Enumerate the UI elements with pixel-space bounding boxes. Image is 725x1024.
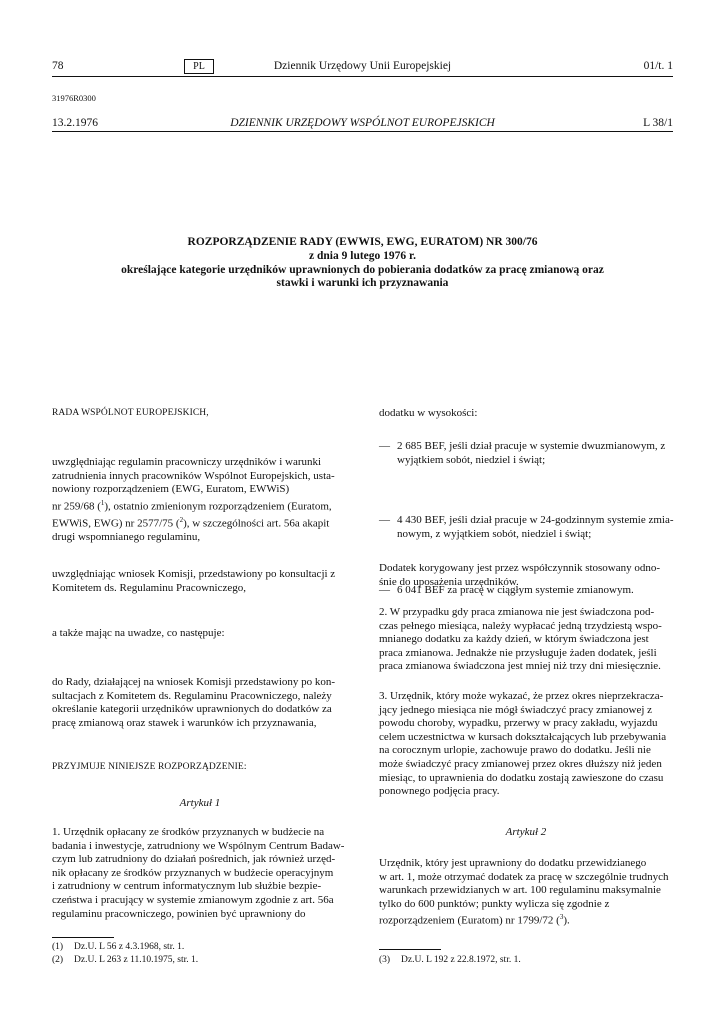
regulation-title (52, 236, 673, 291)
footnote-text: Dz.U. L 263 z 11.10.1975, str. 1. (74, 955, 199, 965)
text-line: jący jednego miesiąca nie mógł świadczyć pracy zmianowej z (379, 703, 653, 716)
footnote-1 (52, 941, 184, 954)
text-line: regulaminu pracowniczego, powinien być uprawniony do (52, 907, 306, 920)
article-1-para-2 (379, 606, 673, 674)
text-line: 1. Urzędnik opłacany ze środków przyznanych w budżecie na (52, 826, 325, 838)
adopts-text: PRZYJMUJE NINIEJSZE ROZPORZĄDZENIE: (52, 762, 247, 772)
text-fragment: EWWiS, EWG) nr 2577/75 ( (52, 517, 180, 530)
journal-title: DZIENNIK URZĘDOWY WSPÓLNOT EUROPEJSKICH (230, 117, 495, 129)
text-line: 3. Urzędnik, który może wykazać, że przez okres nieprzekracza- (379, 690, 664, 702)
recital-regulation (52, 456, 348, 545)
allowance-intro: dodatku w wysokości: (379, 407, 478, 419)
footnote-ref: 1 (100, 498, 105, 507)
footnote-2 (52, 954, 198, 967)
text-line: 2. W przypadku gdy praca zmianowa nie jest świadczona pod- (379, 606, 655, 618)
journal-reference: L 38/1 (643, 117, 673, 129)
text-line: nik opłacany ze środków przyznanych w budżecie operacyjnym (52, 866, 334, 879)
dash-bullet: — (379, 514, 390, 527)
text-line: wyjątkiem sobót, niedziel i świąt; (397, 453, 546, 466)
footnote-rule (379, 949, 441, 950)
text-line: i zatrudniony w centrum informatycznym lub służbie bezpie- (52, 880, 322, 893)
text-line: praca zmianowa świadczona jest mniej niż trzy dni miesięcznie. (379, 660, 661, 673)
text-line: Dodatek korygowany jest przez współczynnik stosowany odno- (379, 562, 661, 574)
article-1-para-1 (52, 826, 348, 921)
footnote-mark: (1) (52, 942, 64, 952)
text-line: Urzędnik, który jest uprawniony do dodatku przewidzianego (379, 857, 647, 869)
page-number: 78 (52, 60, 64, 72)
sub-header-rule (52, 131, 673, 132)
recital-council (52, 676, 348, 730)
footnote-ref: 3 (559, 913, 564, 922)
footnote-ref: 2 (179, 516, 184, 525)
text-line: w art. 1, może otrzymać dodatek za pracę w szczególnie trudnych (379, 870, 669, 883)
footnote-mark: (3) (379, 955, 391, 965)
allowance-item-1 (379, 440, 691, 467)
text-line: mnianego dodatku za każdy dzień, w którym świadczona jest (379, 633, 649, 646)
dash-bullet: — (379, 584, 390, 597)
text-line: Komitetem ds. Regulaminu Pracowniczego, (52, 581, 246, 594)
footnote-text: Dz.U. L 192 z 22.8.1972, str. 1. (401, 955, 521, 965)
text-fragment: nr 259/68 ( (52, 500, 101, 513)
recital-whereas (52, 627, 348, 641)
text-line: śnie do uposażenia urzędników. (379, 575, 519, 588)
footnote-rule (52, 937, 114, 938)
title-line: z dnia 9 lutego 1976 r. (309, 249, 416, 262)
text-line: a także mając na uwadze, co następuje: (52, 627, 225, 639)
title-line: ROZPORZĄDZENIE RADY (EWWIS, EWG, EURATOM) NR 300/76 (187, 236, 538, 248)
sub-header (52, 117, 673, 131)
dash-bullet: — (379, 440, 390, 452)
article-1-heading: Artykuł 1 (179, 797, 221, 809)
text-line: pracę zmianową oraz stawek i warunków ich przyznawania, (52, 716, 317, 729)
footnote-mark: (2) (52, 955, 64, 965)
text-fragment: rozporządzeniem (Euratom) nr 1799/72 ( (379, 915, 560, 928)
journal-name: Dziennik Urzędowy Unii Europejskiej (273, 60, 452, 72)
page-header (52, 60, 673, 76)
language-badge: PL (184, 59, 214, 74)
council-text: RADA WSPÓLNOT EUROPEJSKICH, (52, 408, 209, 418)
text-line: drugi wspomnianego regulaminu, (52, 531, 201, 544)
text-line: powodu choroby, wypadku, przerwy w pracy zakładu, wyjazdu (379, 717, 658, 730)
text-line: nowiony rozporządzeniem (EWG, Euratom, EWWiS) (52, 483, 290, 496)
text-line (379, 911, 673, 928)
title-line: określające kategorie urzędników uprawnionych do pobierania dodatków za pracę zmianową oraz (121, 263, 604, 276)
coefficient-paragraph (379, 562, 673, 589)
text-line: uwzględniając regulamin pracowniczy urzędników i warunki (52, 456, 322, 468)
publication-date: 13.2.1976 (52, 117, 98, 129)
volume-label: 01/t. 1 (643, 60, 673, 72)
adopts-heading (52, 761, 348, 775)
article-2-body (379, 857, 673, 929)
text-line (52, 514, 348, 531)
article-1-para-3 (379, 690, 673, 799)
text-line: 2 685 BEF, jeśli dział pracuje w systemie dwuzmianowym, z (397, 440, 666, 452)
text-line: praca zmianowa. Jednakże nie przysługuje żaden dodatek, jeśli (379, 646, 657, 659)
text-fragment: ), ostatnio zmienionym rozporządzeniem (Euratom, (104, 500, 332, 513)
text-line: celem uczestnictwa w kursach dokształcających lub przebywania (379, 730, 667, 743)
text-line: czas pełnego miesiąca, należy wypłacać jedną trzydziestą wspo- (379, 619, 662, 632)
footnote-3 (379, 954, 521, 967)
title-line: stawki i warunki ich przyznawania (276, 277, 449, 290)
text-line: warunkach przewidzianych w art. 100 regulaminu maksymalnie (379, 884, 661, 897)
text-line: miesiąc, to uprawnienia do dodatku zostają zawieszone do czasu (379, 771, 664, 784)
allowance-item-2 (379, 514, 691, 541)
article-2-heading: Artykuł 2 (505, 826, 547, 838)
text-line: na corocznym urlopie, zachowuje prawo do dodatku. Jeśli nie (379, 744, 651, 757)
text-line: do Rady, działającej na wniosek Komisji przedstawiony po kon- (52, 676, 336, 688)
text-line: 6 041 BEF za pracę w ciągłym systemie zmianowym. (397, 584, 634, 597)
header-rule (52, 76, 673, 77)
text-line: czeństwa i pracujący w systemie zmianowym zgodnie z art. 56a (52, 893, 334, 906)
text-line: uwzględniając wniosek Komisji, przedstawiony po konsultacji z (52, 568, 336, 580)
text-line: sultacjach z Komitetem ds. Regulaminu Pracowniczego, należy (52, 689, 332, 702)
celex-number: 31976R0300 (52, 93, 96, 103)
text-fragment: ). (563, 915, 570, 928)
text-line: nowym, z wyjątkiem sobót, niedziel i świąt; (397, 527, 592, 540)
text-line (52, 497, 348, 514)
text-line: określanie kategorii urzędników uprawnionych do dodatków za (52, 703, 332, 716)
text-line: zatrudnienia innych pracowników Wspólnot Europejskich, usta- (52, 469, 335, 482)
council-heading (52, 407, 348, 421)
text-line: badania i inwestycje, zatrudniony we Wspólnym Centrum Badaw- (52, 839, 345, 852)
footnote-text: Dz.U. L 56 z 4.3.1968, str. 1. (74, 942, 185, 952)
text-fragment: ), w szczególności art. 56a akapit (183, 517, 330, 530)
text-line: 4 430 BEF, jeśli dział pracuje w 24-godzinnym systemie zmia- (397, 514, 674, 527)
text-line: ponownego podjęcia pracy. (379, 785, 500, 798)
recital-commission (52, 568, 348, 595)
text-line: tylko do 600 punktów; punkty wylicza się zgodnie z (379, 897, 610, 910)
text-line: może świadczyć pracy zmianowej przez okres dłuższy niż jeden (379, 757, 662, 770)
text-line: czym lub zatrudniony do działań pośrednich, jak również urzęd- (52, 853, 336, 866)
